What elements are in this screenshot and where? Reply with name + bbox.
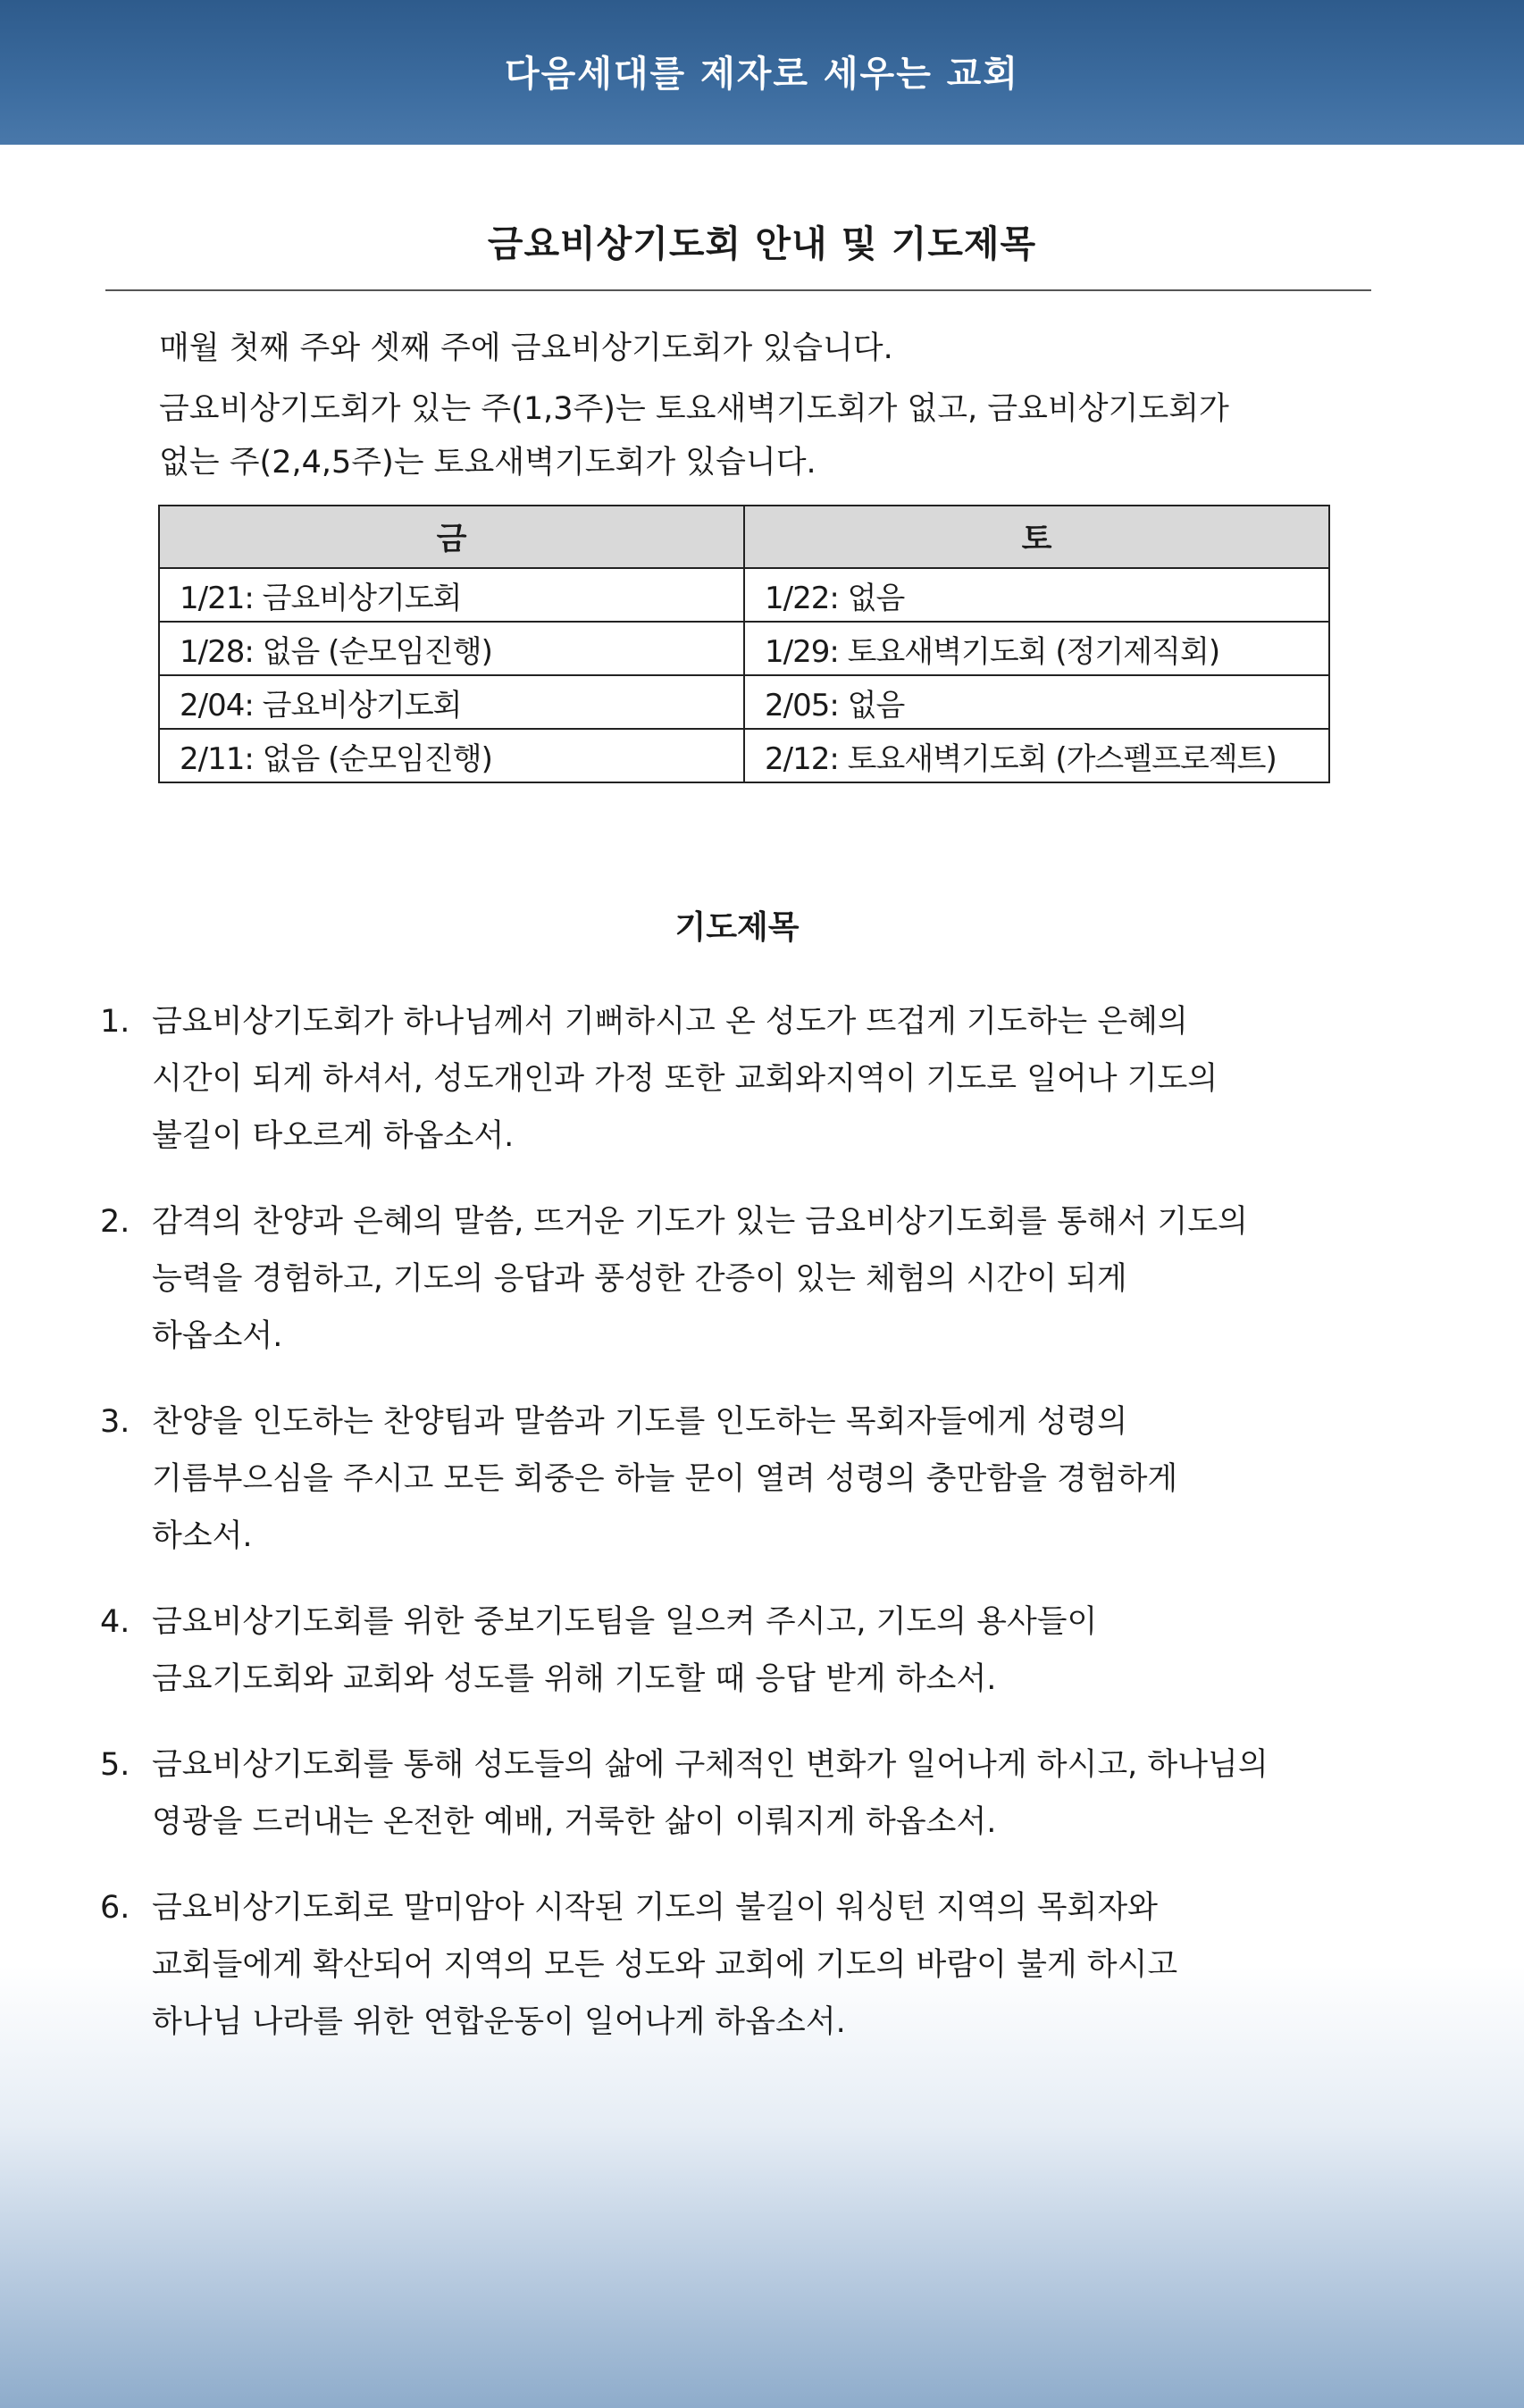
item-text: 찬양을 인도하는 찬양팀과 말씀과 기도를 인도하는 목회자들에게 성령의 기름부으심을 주시고 모든 회중은 하늘 문이 열려 성령의 충만함을 경험하게 하소서. (152, 1404, 1178, 1554)
friday-cell: 1/28: 없음 (순모임진행) (159, 622, 744, 675)
table-row (159, 622, 1329, 675)
saturday-cell: 2/05: 없음 (744, 675, 1329, 729)
list-item (100, 993, 1386, 1165)
list-item (100, 1736, 1386, 1851)
item-text: 금요비상기도회가 하나님께서 기뻐하시고 온 성도가 뜨겁게 기도하는 은혜의 시간이 되게 하셔서, 성도개인과 가정 또한 교회와지역이 기도로 일어나 기도의 불길이 타오르게 하옵소서. (152, 1004, 1218, 1154)
friday-cell: 2/04: 금요비상기도회 (159, 675, 744, 729)
header-band (0, 0, 1524, 145)
saturday-cell: 1/29: 토요새벽기도회 (정기제직회) (744, 622, 1329, 675)
table-row (159, 729, 1329, 782)
list-item (100, 1193, 1386, 1365)
table-row (159, 568, 1329, 622)
list-item (100, 1393, 1386, 1565)
intro-line-1: 매월 첫째 주와 셋째 주에 금요비상기도회가 있습니다. (159, 330, 893, 366)
intro-paragraph (159, 382, 1229, 489)
intro-line-3: 없는 주(2,4,5주)는 토요새벽기도회가 있습니다. (159, 445, 816, 481)
header-friday: 금 (159, 506, 744, 568)
item-number: 1. (100, 1004, 130, 1040)
prayer-list (100, 993, 1386, 2079)
item-text: 금요비상기도회로 말미암아 시작된 기도의 불길이 워싱턴 지역의 목회자와 교회들에게 확산되어 지역의 모든 성도와 교회에 기도의 바람이 불게 하시고 하나님 나라를 위한 연합운동이 일어나게 하옵소서. (152, 1890, 1178, 2040)
list-item (100, 1593, 1386, 1708)
item-number: 2. (100, 1204, 130, 1240)
header-saturday: 토 (744, 506, 1329, 568)
item-text: 금요비상기도회를 위한 중보기도팀을 일으켜 주시고, 기도의 용사들이 금요기도회와 교회와 성도를 위해 기도할 때 응답 받게 하소서. (152, 1604, 1098, 1697)
saturday-cell: 1/22: 없음 (744, 568, 1329, 622)
item-number: 6. (100, 1890, 130, 1926)
friday-cell: 1/21: 금요비상기도회 (159, 568, 744, 622)
friday-cell: 2/11: 없음 (순모임진행) (159, 729, 744, 782)
page-title: 금요비상기도회 안내 및 기도제목 (487, 222, 1037, 265)
table-row (159, 675, 1329, 729)
schedule-header-row (159, 506, 1329, 568)
intro-line-2: 금요비상기도회가 있는 주(1,3주)는 토요새벽기도회가 없고, 금요비상기도회가 (159, 391, 1229, 427)
item-number: 5. (100, 1747, 130, 1783)
item-number: 4. (100, 1604, 130, 1640)
item-text: 금요비상기도회를 통해 성도들의 삶에 구체적인 변화가 일어나게 하시고, 하나님의 영광을 드러내는 온전한 예배, 거룩한 삶이 이뤄지게 하옵소서. (152, 1747, 1269, 1840)
item-number: 3. (100, 1404, 130, 1440)
church-slogan: 다음세대를 제자로 세우는 교회 (504, 53, 1020, 95)
schedule-table (158, 505, 1330, 783)
saturday-cell: 2/12: 토요새벽기도회 (가스펠프로젝트) (744, 729, 1329, 782)
item-text: 감격의 찬양과 은혜의 말씀, 뜨거운 기도가 있는 금요비상기도회를 통해서 기도의 능력을 경험하고, 기도의 응답과 풍성한 간증이 있는 체험의 시간이 되게 하옵소서. (152, 1204, 1248, 1354)
list-item (100, 1879, 1386, 2051)
title-divider (105, 289, 1371, 291)
prayer-section-title: 기도제목 (674, 909, 800, 946)
